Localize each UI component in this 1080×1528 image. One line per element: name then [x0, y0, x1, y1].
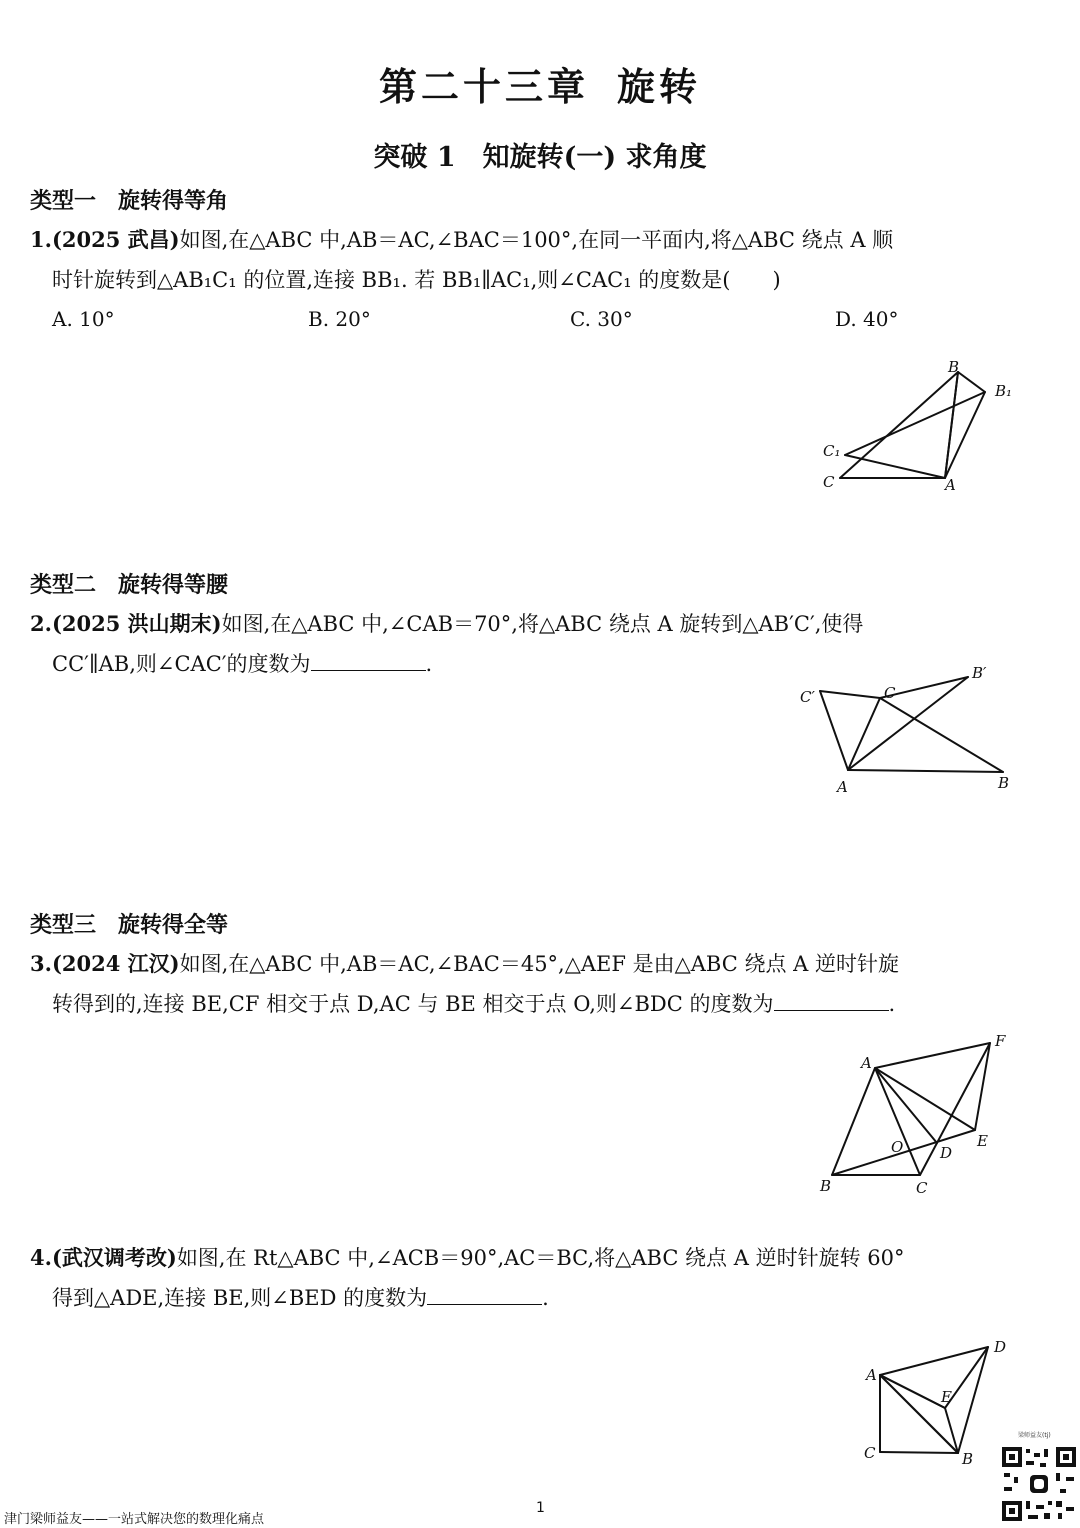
type-title: 旋转得等腰 — [118, 572, 229, 598]
sentence-end: . — [425, 652, 433, 676]
fig2-label-b: B — [998, 774, 1010, 792]
type-title: 旋转得全等 — [118, 912, 229, 938]
page-number: 1 — [536, 1500, 545, 1516]
fig4-label-b: B — [962, 1450, 974, 1468]
fig4-label-d: D — [994, 1338, 1007, 1356]
question-source: (2025 武昌) — [51, 227, 180, 252]
question-number: 2. — [30, 611, 52, 636]
section-title: 突破 1 知旋转(一) 求角度 — [373, 142, 707, 173]
fig1-label-c1: C₁ — [823, 442, 841, 460]
fig4-label-a: A — [866, 1366, 877, 1384]
qr-caption: 梁师益友(tj) — [1018, 1432, 1051, 1439]
fig3-label-e: E — [977, 1132, 988, 1150]
fig4-triangle-adb — [880, 1347, 988, 1453]
question-number: 4. — [30, 1245, 52, 1270]
fig3-label-a: A — [861, 1054, 872, 1072]
option-b[interactable]: B. 20° — [308, 307, 371, 331]
fig3-label-d: D — [940, 1144, 953, 1162]
fig2-label-bprime: B′ — [972, 664, 987, 682]
option-a[interactable]: A. 10° — [52, 307, 115, 331]
question-text-line1: 如图,在△ABC 中,AB＝AC,∠BAC＝100°,在同一平面内,将△ABC 绕点 A 顺 — [179, 228, 894, 252]
sentence-end: . — [888, 992, 896, 1016]
question-source: (武汉调考改) — [51, 1245, 177, 1270]
option-d[interactable]: D. 40° — [835, 307, 899, 331]
chapter-number: 第二十三章 — [378, 64, 589, 109]
qr-code-icon[interactable] — [1000, 1445, 1078, 1523]
fig2-label-c: C — [884, 684, 896, 702]
question-text-line1: 如图,在△ABC 中,AB＝AC,∠BAC＝45°,△AEF 是由△ABC 绕点 A 逆时针旋 — [179, 952, 900, 976]
question-text-line2: 时针旋转到△AB₁C₁ 的位置,连接 BB₁. 若 BB₁∥AC₁,则∠CAC₁ 的度数是( ) — [52, 268, 781, 292]
type-label: 类型三 — [30, 912, 97, 938]
fig1-label-c: C — [823, 473, 835, 491]
type-label: 类型一 — [30, 188, 97, 214]
fig2-label-a: A — [837, 778, 848, 796]
question-text-line1: 如图,在△ABC 中,∠CAB＝70°,将△ABC 绕点 A 旋转到△AB′C′,使得 — [221, 612, 864, 636]
fig2-label-cprime: C′ — [800, 688, 815, 706]
sentence-end: . — [542, 1286, 549, 1310]
fig3-label-o: O — [891, 1138, 904, 1156]
question-text-line2: CC′∥AB,则∠CAC′的度数为 — [52, 652, 311, 676]
question-source: (2024 江汉) — [51, 951, 180, 976]
chapter-name: 旋转 — [617, 64, 702, 109]
question-text-line2: 转得到的,连接 BE,CF 相交于点 D,AC 与 BE 相交于点 O,则∠BDC 的度数为 — [52, 992, 774, 1016]
question-text-line1: 如图,在 Rt△ABC 中,∠ACB＝90°,AC＝BC,将△ABC 绕点 A 逆时针旋转 60° — [176, 1246, 905, 1270]
fig3-label-c: C — [916, 1179, 928, 1197]
fig1-label-a: A — [945, 476, 956, 494]
fig3-label-b: B — [820, 1177, 832, 1195]
fig1-label-b: B — [948, 358, 960, 376]
question-text-line2: 得到△ADE,连接 BE,则∠BED 的度数为 — [52, 1286, 428, 1310]
fig4-label-c: C — [864, 1444, 876, 1462]
question-source: (2025 洪山期末) — [51, 611, 222, 636]
question-number: 1. — [30, 227, 52, 252]
question-number: 3. — [30, 951, 52, 976]
fig1-label-b1: B₁ — [995, 382, 1013, 400]
fig4-segment-cb — [880, 1452, 958, 1453]
type-title: 旋转得等角 — [118, 188, 229, 214]
fig3-label-f: F — [995, 1032, 1006, 1050]
fig4-label-e: E — [941, 1388, 952, 1406]
type-label: 类型二 — [30, 572, 97, 598]
footer-slogan: 津门梁师益友——一站式解决您的数理化痛点 — [4, 1512, 265, 1527]
option-c[interactable]: C. 30° — [570, 307, 633, 331]
